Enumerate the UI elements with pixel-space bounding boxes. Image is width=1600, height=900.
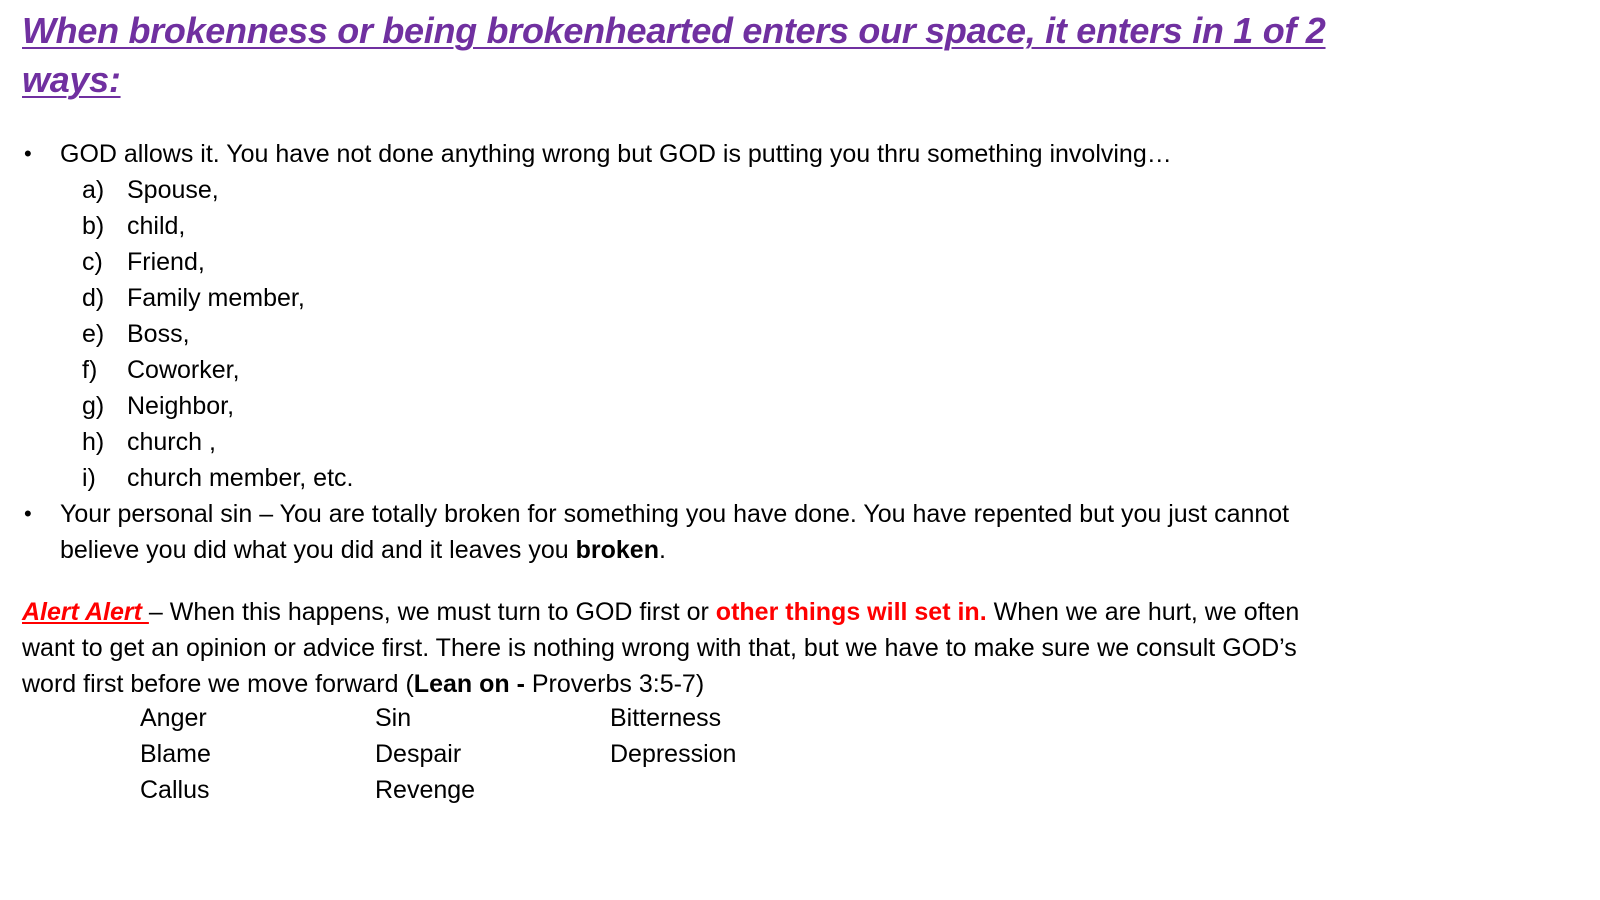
alert-highlight: other things will set in. <box>715 598 987 626</box>
list-item-letter: g) <box>82 392 105 420</box>
list-item <box>60 280 1362 316</box>
alert-body: When we are hurt, we often want to get an opinion or advice first. There is nothing wrong with that, but we have to make sure we consult GOD’s word first before we move forward ( <box>22 598 1300 698</box>
list-item-text: church , <box>127 428 216 456</box>
slide-title: When brokenness or being brokenhearted enters our space, it enters in 1 of 2 ways: <box>22 10 1326 100</box>
list-item-letter: d) <box>82 284 105 312</box>
bullet-dot-icon: • <box>24 141 32 166</box>
word-cell: Anger <box>140 704 207 732</box>
word-cell: Sin <box>375 704 412 732</box>
alert-label: Alert Alert <box>22 598 149 626</box>
list-item-letter: e) <box>82 320 105 348</box>
bullet-text: Your personal sin – You are totally broken for something you have done. You have repented but you just cannot believe you did what you did and it leaves you <box>60 500 1290 564</box>
list-item-text: Friend, <box>127 248 205 276</box>
list-item-text: Coworker, <box>127 356 240 384</box>
list-item-letter: i) <box>82 464 96 492</box>
word-cell: Depression <box>610 740 737 768</box>
word-cell: Revenge <box>375 776 476 804</box>
bullet-bold-word: broken <box>575 536 659 564</box>
list-item-text: Boss, <box>127 320 190 348</box>
list-item <box>60 172 1362 208</box>
alert-intro: – When this happens, we must turn to GOD first or <box>148 598 716 626</box>
list-item <box>60 460 1362 496</box>
bullet-god-allows <box>22 136 1362 496</box>
list-item-text: child, <box>127 212 186 240</box>
bullet-end: . <box>658 536 666 564</box>
relationship-list <box>60 172 1362 496</box>
alert-paragraph <box>22 594 1352 702</box>
list-item <box>60 424 1362 460</box>
list-item <box>60 208 1362 244</box>
list-item-letter: h) <box>82 428 105 456</box>
word-cell: Despair <box>375 740 462 768</box>
word-grid <box>140 700 845 808</box>
list-item-letter: a) <box>82 176 105 204</box>
list-item-text: Neighbor, <box>127 392 235 420</box>
list-item <box>60 352 1362 388</box>
word-cell: Callus <box>140 776 210 804</box>
word-cell: Bitterness <box>610 704 722 732</box>
list-item-text: Family member, <box>127 284 305 312</box>
list-item-text: church member, etc. <box>127 464 354 492</box>
list-item <box>60 316 1362 352</box>
bullet-dot-icon: • <box>24 501 32 526</box>
list-item-text: Spouse, <box>127 176 219 204</box>
list-item-letter: b) <box>82 212 105 240</box>
lean-on-label: Lean on - <box>413 670 532 698</box>
bullet-personal-sin <box>22 496 1362 568</box>
bullet-list <box>22 136 1362 568</box>
bullet-text: GOD allows it. You have not done anything wrong but GOD is putting you thru something involving… <box>60 140 1172 168</box>
list-item-letter: c) <box>82 248 103 276</box>
list-item <box>60 388 1362 424</box>
word-cell: Blame <box>140 740 211 768</box>
list-item-letter: f) <box>82 356 98 384</box>
verse-reference: Proverbs 3:5-7) <box>531 670 705 698</box>
list-item <box>60 244 1362 280</box>
